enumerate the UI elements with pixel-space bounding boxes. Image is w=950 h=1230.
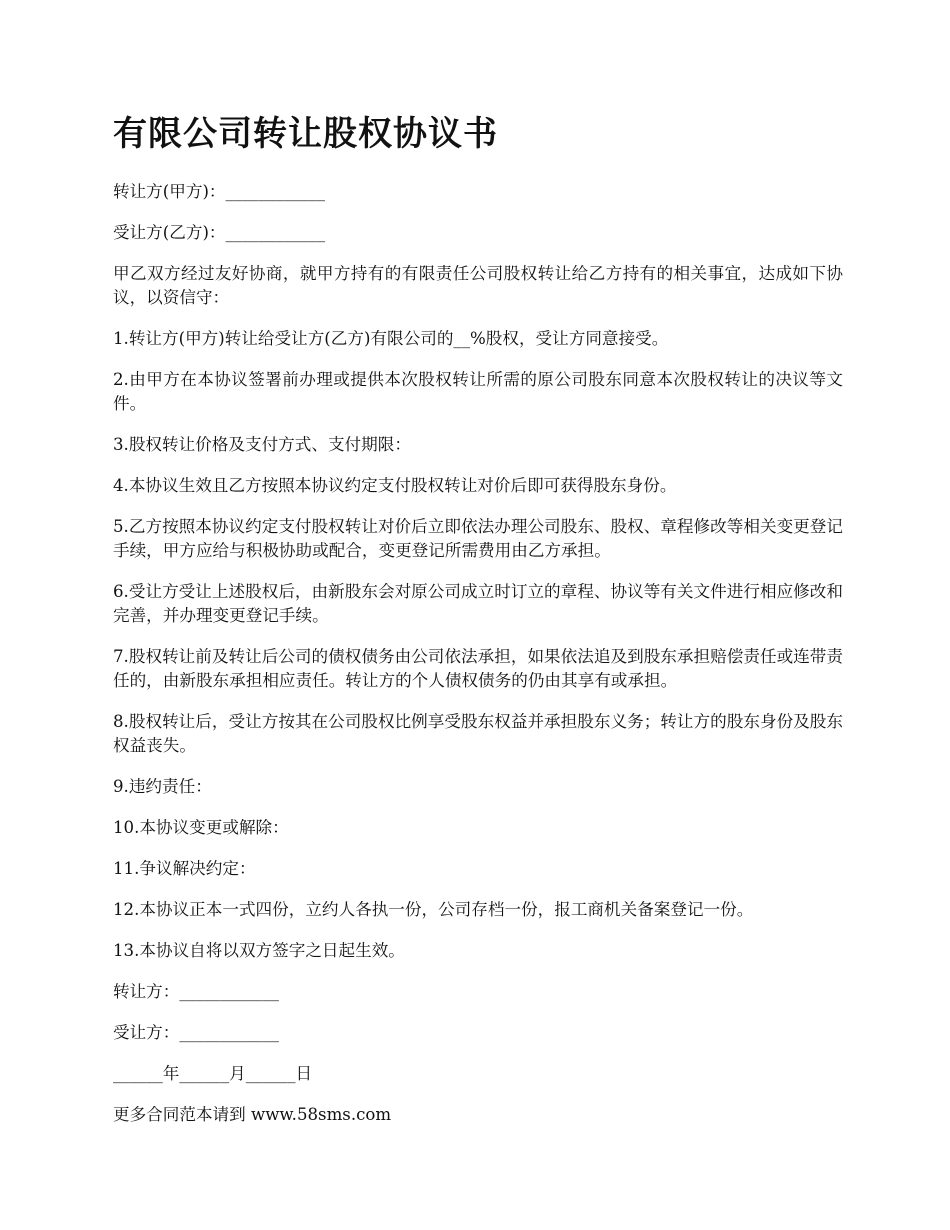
transferee-signature-line: 受让方：____________ bbox=[113, 1023, 279, 1042]
transferee-party-line: 受让方(乙方)：____________ bbox=[113, 223, 326, 242]
document-title: 有限公司转让股权协议书 bbox=[113, 114, 498, 154]
clause-9: 9.违约责任： bbox=[113, 777, 212, 796]
transferor-signature-line: 转让方：____________ bbox=[113, 982, 279, 1001]
preamble-paragraph: 甲乙双方经过友好协商，就甲方持有的有限责任公司股权转让给乙方持有的相关事宜，达成如下协议，以资信守： bbox=[113, 264, 843, 307]
clause-7: 7.股权转让前及转让后公司的债权债务由公司依法承担，如果依法追及到股东承担赔偿责任或连带责任的，由新股东承担相应责任。转让方的个人债权债务的仍由其享有或承担。 bbox=[113, 647, 843, 690]
clause-1: 1.转让方(甲方)转让给受让方(乙方)有限公司的__%股权，受让方同意接受。 bbox=[113, 329, 669, 348]
clause-13: 13.本协议自将以双方签字之日起生效。 bbox=[113, 941, 405, 960]
clause-3: 3.股权转让价格及支付方式、支付期限： bbox=[113, 435, 411, 454]
clause-6: 6.受让方受让上述股权后，由新股东会对原公司成立时订立的章程、协议等有关文件进行相应修改和完善，并办理变更登记手续。 bbox=[113, 582, 843, 625]
clause-5: 5.乙方按照本协议约定支付股权转让对价后立即依法办理公司股东、股权、章程修改等相关变更登记手续，甲方应给与积极协助或配合，变更登记所需费用由乙方承担。 bbox=[113, 517, 843, 560]
transferor-party-line: 转让方(甲方)：____________ bbox=[113, 182, 326, 201]
document-page bbox=[113, 110, 843, 1127]
clause-4: 4.本协议生效且乙方按照本协议约定支付股权转让对价后即可获得股东身份。 bbox=[113, 476, 677, 495]
footer-link-text: 更多合同范本请到 www.58sms.com bbox=[113, 1105, 392, 1124]
clause-10: 10.本协议变更或解除： bbox=[113, 818, 289, 837]
clause-12: 12.本协议正本一式四份，立约人各执一份，公司存档一份，报工商机关备案登记一份。 bbox=[113, 900, 754, 919]
clause-2: 2.由甲方在本协议签署前办理或提供本次股权转让所需的原公司股东同意本次股权转让的决议等文件。 bbox=[113, 370, 843, 413]
clause-11: 11.争议解决约定： bbox=[113, 859, 256, 878]
clause-8: 8.股权转让后，受让方按其在公司股权比例享受股东权益并承担股东义务；转让方的股东身份及股东权益丧失。 bbox=[113, 712, 843, 755]
date-line: ______年______月______日 bbox=[113, 1064, 313, 1083]
